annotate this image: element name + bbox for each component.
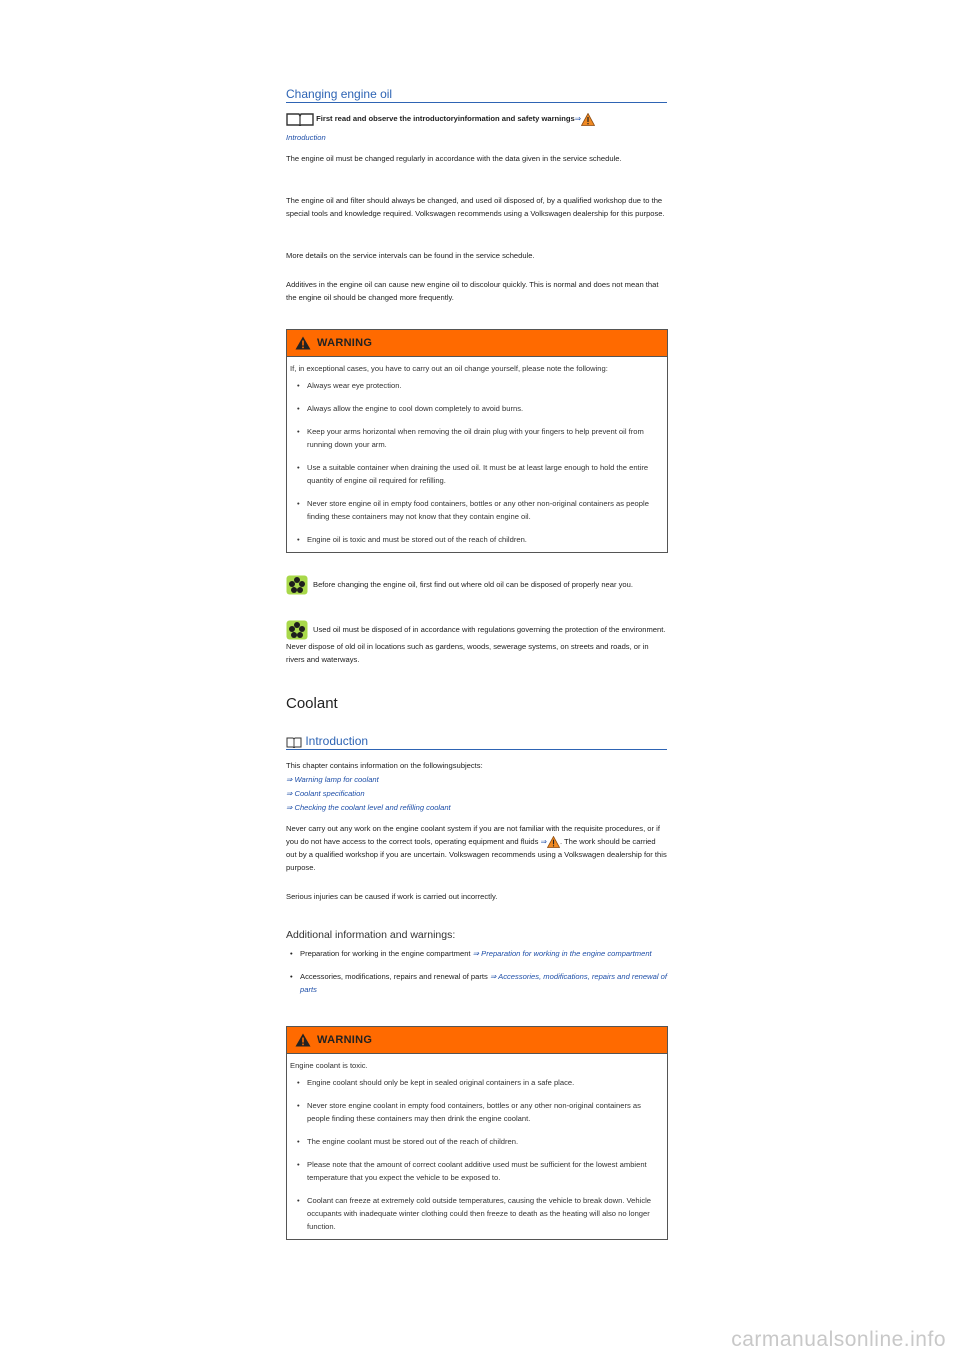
warning-item: • Never store engine oil in empty food containers, bottles or any other non-original containers as people finding these containers may not know that they contain engine oil. [290, 497, 664, 523]
list-item: • Preparation for working in the engine compartment ⇒ Preparation for working in the engine compartment [286, 947, 667, 960]
warning-item: • Engine coolant should only be kept in sealed original containers in a safe place. [290, 1076, 664, 1089]
warning-list [290, 379, 664, 546]
oil-paragraph-4: Additives in the engine oil can cause new engine oil to discolour quickly. This is normal and does not mean that the engine oil should be changed more frequently. [286, 280, 659, 302]
coolant-heading: Coolant [286, 695, 338, 712]
intro-link[interactable]: Introduction [286, 133, 326, 142]
additional-info-heading: Additional information and warnings: [286, 929, 456, 941]
chapter-lead: This chapter contains information on the followingsubjects: [286, 761, 483, 770]
warning-triangle-icon [295, 1033, 311, 1047]
additional-info-list [286, 947, 667, 1006]
warning-item: • Keep your arms horizontal when removing the oil drain plug with your fingers to help prevent oil from running down your arm. [290, 425, 664, 451]
oil-paragraph-1: The engine oil must be changed regularly in accordance with the data given in the service schedule. [286, 154, 622, 163]
coolant-paragraph-1: Never carry out any work on the engine coolant system if you are not familiar with the requisite procedures, or if you do not have access to the correct tools, operating equipment and fluids ⇒ . The work should be carried out by a qualified workshop if you are uncertain. Volkswagen recommends using a Volkswagen dealership for this purpose. [286, 824, 667, 872]
book-icon [286, 736, 302, 748]
warning-item: • The engine coolant must be stored out of the reach of children. [290, 1135, 664, 1148]
env-note-2: Used oil must be disposed of in accordance with regulations governing the protection of the environment. Never dispose of old oil in locations such as gardens, woods, sewerage systems, on streets and roads, or in rivers and waterways. [286, 620, 667, 666]
oil-paragraph-2: The engine oil and filter should always be changed, and used oil disposed of, by a qualified workshop due to the special tools and knowledge required. Volkswagen recommends using a Volkswagen dealership for this purpose. [286, 196, 665, 218]
env-note-1: Before changing the engine oil, first find out where old oil can be disposed of properly near you. [286, 575, 667, 595]
watermark: carmanualsonline.info [731, 1328, 946, 1351]
warning-item: • Please note that the amount of correct coolant additive used must be sufficient for the lowest ambient temperature that you expect the vehicle to be exposed to. [290, 1158, 664, 1184]
intro-note: First read and observe the introductoryinformation and safety warnings⇒ [286, 112, 667, 126]
warning-item: • Engine oil is toxic and must be stored out of the reach of children. [290, 533, 664, 546]
warning-triangle-icon [295, 336, 311, 350]
warning-item: • Never store engine coolant in empty food containers, bottles or any other non-original containers as people finding these containers may then drink the engine coolant. [290, 1099, 664, 1125]
warning-list [290, 1076, 664, 1233]
link-preparation[interactable]: ⇒ Preparation for working in the engine compartment [472, 949, 652, 958]
warning-triangle-icon [547, 836, 560, 848]
warning-lead: Engine coolant is toxic. [290, 1061, 368, 1070]
warning-header: WARNING [287, 330, 667, 357]
book-icon [286, 112, 314, 126]
warning-item: • Always wear eye protection. [290, 379, 664, 392]
coolant-warning-box [286, 1026, 668, 1240]
chapter-link-checking-level[interactable]: ⇒ Checking the coolant level and refilling coolant [286, 803, 451, 812]
section-heading-changing-engine-oil: Changing engine oil [286, 87, 667, 103]
warning-triangle-icon [581, 113, 595, 126]
oil-paragraph-3: More details on the service intervals can be found in the service schedule. [286, 251, 535, 260]
warning-item: • Coolant can freeze at extremely cold outside temperatures, causing the vehicle to break down. Vehicle occupants with inadequate winter clothing could then freeze to death as the heating will also no longer function. [290, 1194, 664, 1233]
warning-item: • Use a suitable container when draining the used oil. It must be at least large enough to hold the entire quantity of engine oil required for refilling. [290, 461, 664, 487]
environment-flower-icon [286, 620, 308, 640]
coolant-paragraph-2: Serious injuries can be caused if work is carried out incorrectly. [286, 892, 498, 901]
chapter-link-specification[interactable]: ⇒ Coolant specification [286, 789, 365, 798]
warning-item: • Always allow the engine to cool down completely to avoid burns. [290, 402, 664, 415]
warning-lead: If, in exceptional cases, you have to carry out an oil change yourself, please note the following: [290, 364, 608, 373]
section-heading-coolant-introduction: Introduction [286, 734, 667, 750]
warning-header: WARNING [287, 1027, 667, 1054]
environment-flower-icon [286, 575, 308, 595]
link-accessories[interactable]: ⇒ Accessories, modifications, repairs and renewal of parts [300, 972, 667, 994]
chapter-link-warning-lamp[interactable]: ⇒ Warning lamp for coolant [286, 775, 379, 784]
list-item: • Accessories, modifications, repairs and renewal of parts ⇒ Accessories, modifications, repairs and renewal of parts [286, 970, 667, 996]
oil-warning-box [286, 329, 668, 553]
